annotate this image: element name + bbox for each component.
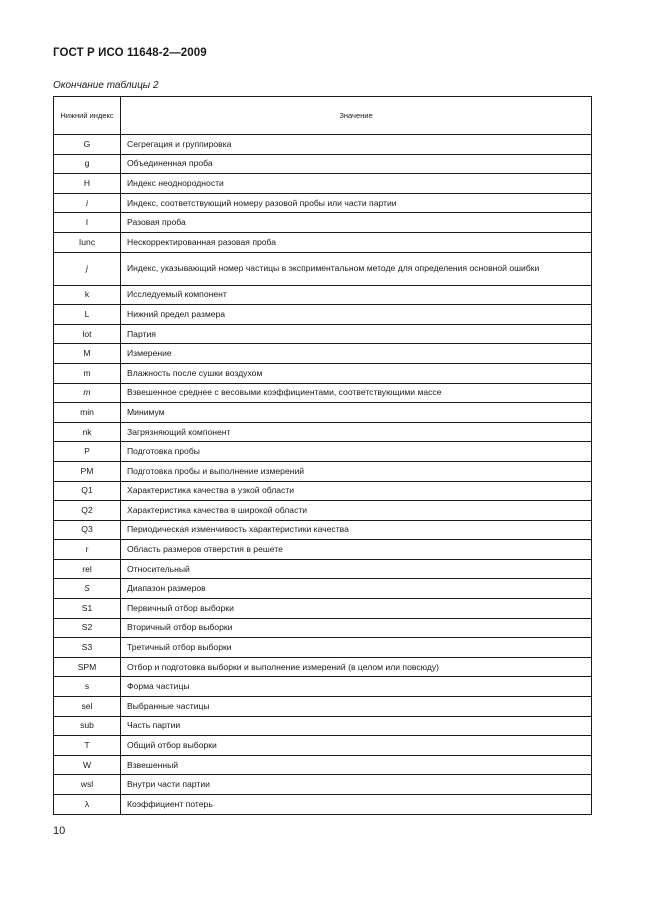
table-row [54,252,592,285]
row-meaning: Внутри части партии [121,775,592,795]
table-row [54,174,592,194]
table-row [54,481,592,501]
table-row [54,383,592,403]
table-row [54,775,592,795]
row-meaning: Форма частицы [121,677,592,697]
table-row [54,422,592,442]
row-meaning: Подготовка пробы и выполнение измерений [121,461,592,481]
table-row [54,618,592,638]
table-row [54,193,592,213]
row-symbol: m [54,383,121,403]
table-row [54,154,592,174]
table-row [54,363,592,383]
row-meaning: Коэффициент потерь [121,795,592,815]
row-meaning: Партия [121,324,592,344]
row-symbol: λ [54,795,121,815]
table-row [54,755,592,775]
row-symbol: Q3 [54,520,121,540]
row-symbol: sub [54,716,121,736]
row-meaning: Взвешенный [121,755,592,775]
subscript-table [53,96,592,815]
row-symbol: r [54,540,121,560]
row-meaning: Разовая проба [121,213,592,233]
row-meaning: Общий отбор выборки [121,736,592,756]
row-symbol: Q1 [54,481,121,501]
row-symbol: wsl [54,775,121,795]
row-meaning: Характеристика качества в узкой области [121,481,592,501]
row-symbol: L [54,305,121,325]
document-header: ГОСТ Р ИСО 11648-2—2009 [53,47,207,59]
row-meaning: Индекс, указывающий номер частицы в эксприментальном методе для определения основной ошибки [121,252,592,285]
row-meaning: Загрязняющий компонент [121,422,592,442]
row-symbol: S [54,579,121,599]
table-row [54,638,592,658]
row-symbol: S1 [54,599,121,619]
table-row [54,403,592,423]
table-body [54,135,592,815]
row-meaning: Влажность после сушки воздухом [121,363,592,383]
table-row [54,501,592,521]
row-symbol: W [54,755,121,775]
table-row [54,697,592,717]
table-row [54,677,592,697]
row-symbol: I [54,213,121,233]
row-meaning: Вторичный отбор выборки [121,618,592,638]
row-symbol: PM [54,461,121,481]
table-header-row [54,97,592,135]
row-symbol: SPM [54,657,121,677]
row-meaning: Область размеров отверстия в решете [121,540,592,560]
row-symbol: M [54,344,121,364]
row-meaning: Отбор и подготовка выборки и выполнение измерений (в целом или повсюду) [121,657,592,677]
row-meaning: Индекс неоднородности [121,174,592,194]
row-symbol: lot [54,324,121,344]
table-row [54,520,592,540]
column-header-symbol: Нижний индекс [54,97,121,135]
row-meaning: Диапазон размеров [121,579,592,599]
table-row [54,579,592,599]
row-meaning: Сегрегация и группировка [121,135,592,155]
table-row [54,461,592,481]
page-number: 10 [53,825,66,837]
row-symbol: Q2 [54,501,121,521]
table-row [54,232,592,252]
row-symbol: S3 [54,638,121,658]
table-row [54,599,592,619]
column-header-meaning: Значение [121,97,592,135]
table-caption: Окончание таблицы 2 [53,80,159,91]
table-row [54,736,592,756]
row-symbol: g [54,154,121,174]
table-row [54,344,592,364]
table-row [54,285,592,305]
row-symbol: rel [54,559,121,579]
row-symbol: H [54,174,121,194]
table-row [54,213,592,233]
subscript-table-container [53,96,591,815]
row-symbol: T [54,736,121,756]
table-row [54,657,592,677]
row-meaning: Минимум [121,403,592,423]
row-meaning: Объединенная проба [121,154,592,174]
row-symbol: P [54,442,121,462]
row-symbol: min [54,403,121,423]
row-meaning: Третичный отбор выборки [121,638,592,658]
row-symbol: j [54,252,121,285]
row-symbol: G [54,135,121,155]
table-row [54,305,592,325]
row-symbol: S2 [54,618,121,638]
row-meaning: Взвешенное среднее с весовыми коэффициентами, соответствующими массе [121,383,592,403]
row-meaning: Индекс, соответствующий номеру разовой пробы или части партии [121,193,592,213]
row-symbol: k [54,285,121,305]
row-meaning: Первичный отбор выборки [121,599,592,619]
row-meaning: Измерение [121,344,592,364]
row-meaning: Характеристика качества в широкой области [121,501,592,521]
table-row [54,135,592,155]
row-symbol: sel [54,697,121,717]
row-meaning: Периодическая изменчивость характеристики качества [121,520,592,540]
row-meaning: Исследуемый компонент [121,285,592,305]
table-row [54,540,592,560]
table-row [54,324,592,344]
row-meaning: Относительный [121,559,592,579]
table-row [54,559,592,579]
row-symbol: nk [54,422,121,442]
row-symbol: Iunc [54,232,121,252]
row-symbol: s [54,677,121,697]
row-symbol: i [54,193,121,213]
row-meaning: Нижний предел размера [121,305,592,325]
row-meaning: Выбранные частицы [121,697,592,717]
row-meaning: Часть партии [121,716,592,736]
row-meaning: Подготовка пробы [121,442,592,462]
table-row [54,442,592,462]
table-row [54,716,592,736]
table-row [54,795,592,815]
row-meaning: Нескорректированная разовая проба [121,232,592,252]
row-symbol: m [54,363,121,383]
